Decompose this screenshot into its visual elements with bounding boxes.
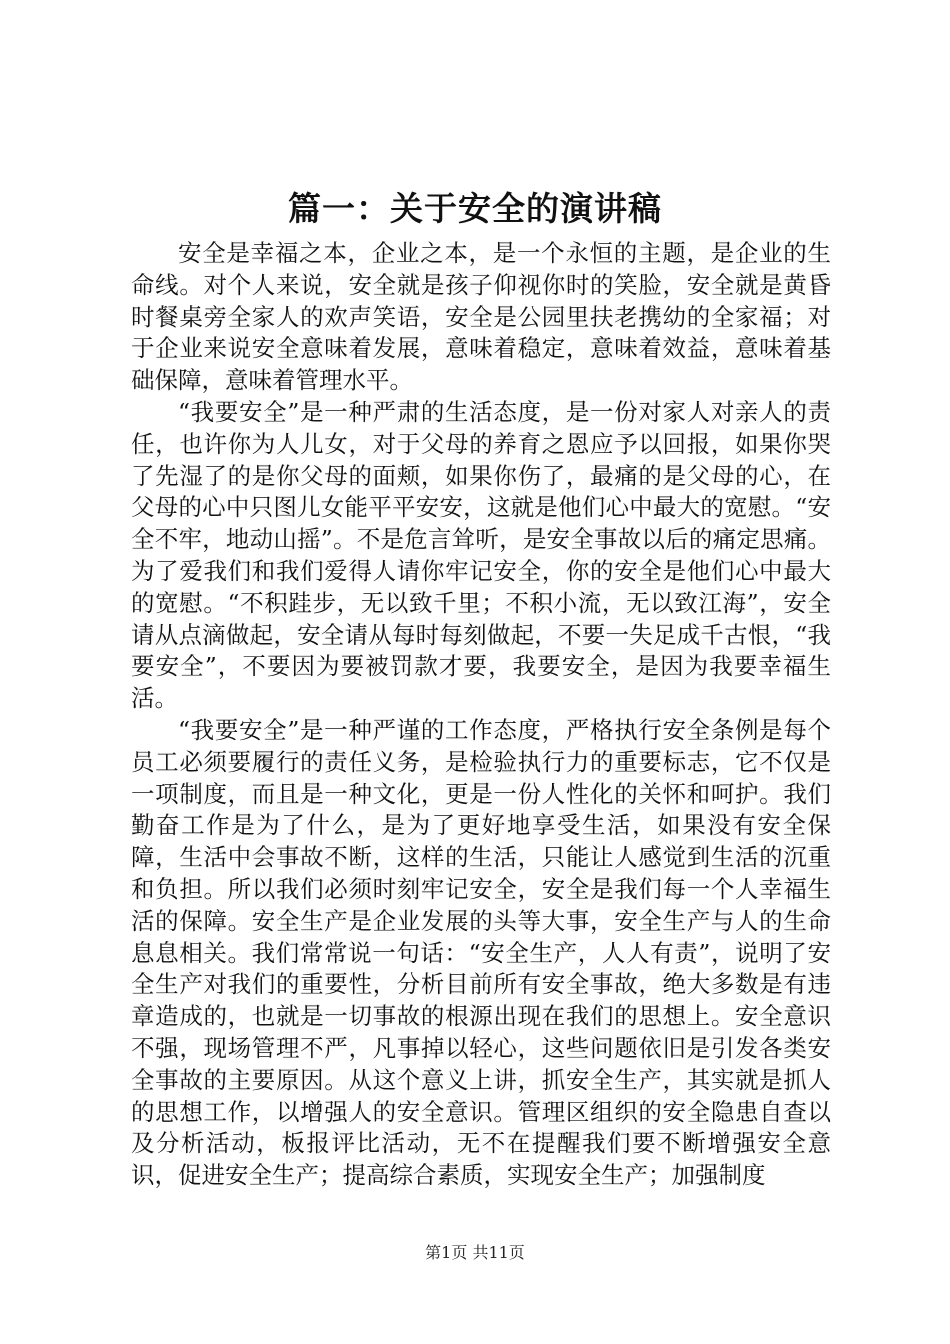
document-body [131, 238, 831, 1192]
paragraph-1: 安全是幸福之本，企业之本，是一个永恒的主题，是企业的生命线。对个人来说，安全就是孩子仰视你时的笑脸，安全就是黄昏时餐桌旁全家人的欢声笑语，安全是公园里扶老携幼的全家福；对于企业来说安全意味着发展，意味着稳定，意味着效益，意味着基础保障，意味着管理水平。 [131, 239, 831, 395]
paragraph-3: “我要安全”是一种严谨的工作态度，严格执行安全条例是每个员工必须要履行的责任义务，是检验执行力的重要标志，它不仅是一项制度，而且是一种文化，更是一份人性化的关怀和呵护。我们勤奋工作是为了什么，是为了更好地享受生活，如果没有安全保障，生活中会事故不断，这样的生活，只能让人感觉到生活的沉重和负担。所以我们必须时刻牢记安全，安全是我们每一个人幸福生活的保障。安全生产是企业发展的头等大事，安全生产与人的生命息息相关。我们常常说一句话：“安全生产，人人有责”，说明了安全生产对我们的重要性，分析目前所有安全事故，绝大多数是有违章造成的，也就是一切事故的根源出现在我们的思想上。安全意识不强，现场管理不严，凡事掉以轻心，这些问题依旧是引发各类安全事故的主要原因。从这个意义上讲，抓安全生产，其实就是抓人的思想工作，以增强人的安全意识。管理区组织的安全隐患自查以及分析活动，板报评比活动，无不在提醒我们要不断增强安全意识，促进安全生产；提高综合素质，实现安全生产；加强制度 [131, 715, 831, 1190]
document-title: 篇一：关于安全的演讲稿 [288, 189, 662, 228]
page-number-footer: 第1页 共11页 [425, 1243, 525, 1262]
paragraph-2: “我要安全”是一种严肃的生活态度，是一份对家人对亲人的责任，也许你为人儿女，对于父母的养育之恩应予以回报，如果你哭了先湿了的是你父母的面颊，如果你伤了，最痛的是父母的心，在父母的心中只图儿女能平平安安，这就是他们心中最大的宽慰。“安全不牢，地动山摇”。不是危言耸听，是安全事故以后的痛定思痛。为了爱我们和我们爱得人请你牢记安全，你的安全是他们心中最大的宽慰。“不积跬步，无以致千里；不积小流，无以致江海”，安全请从点滴做起，安全请从每时每刻做起，不要一失足成千古恨，“我要安全”，不要因为要被罚款才要，我要安全，是因为我要幸福生活。 [131, 397, 831, 713]
